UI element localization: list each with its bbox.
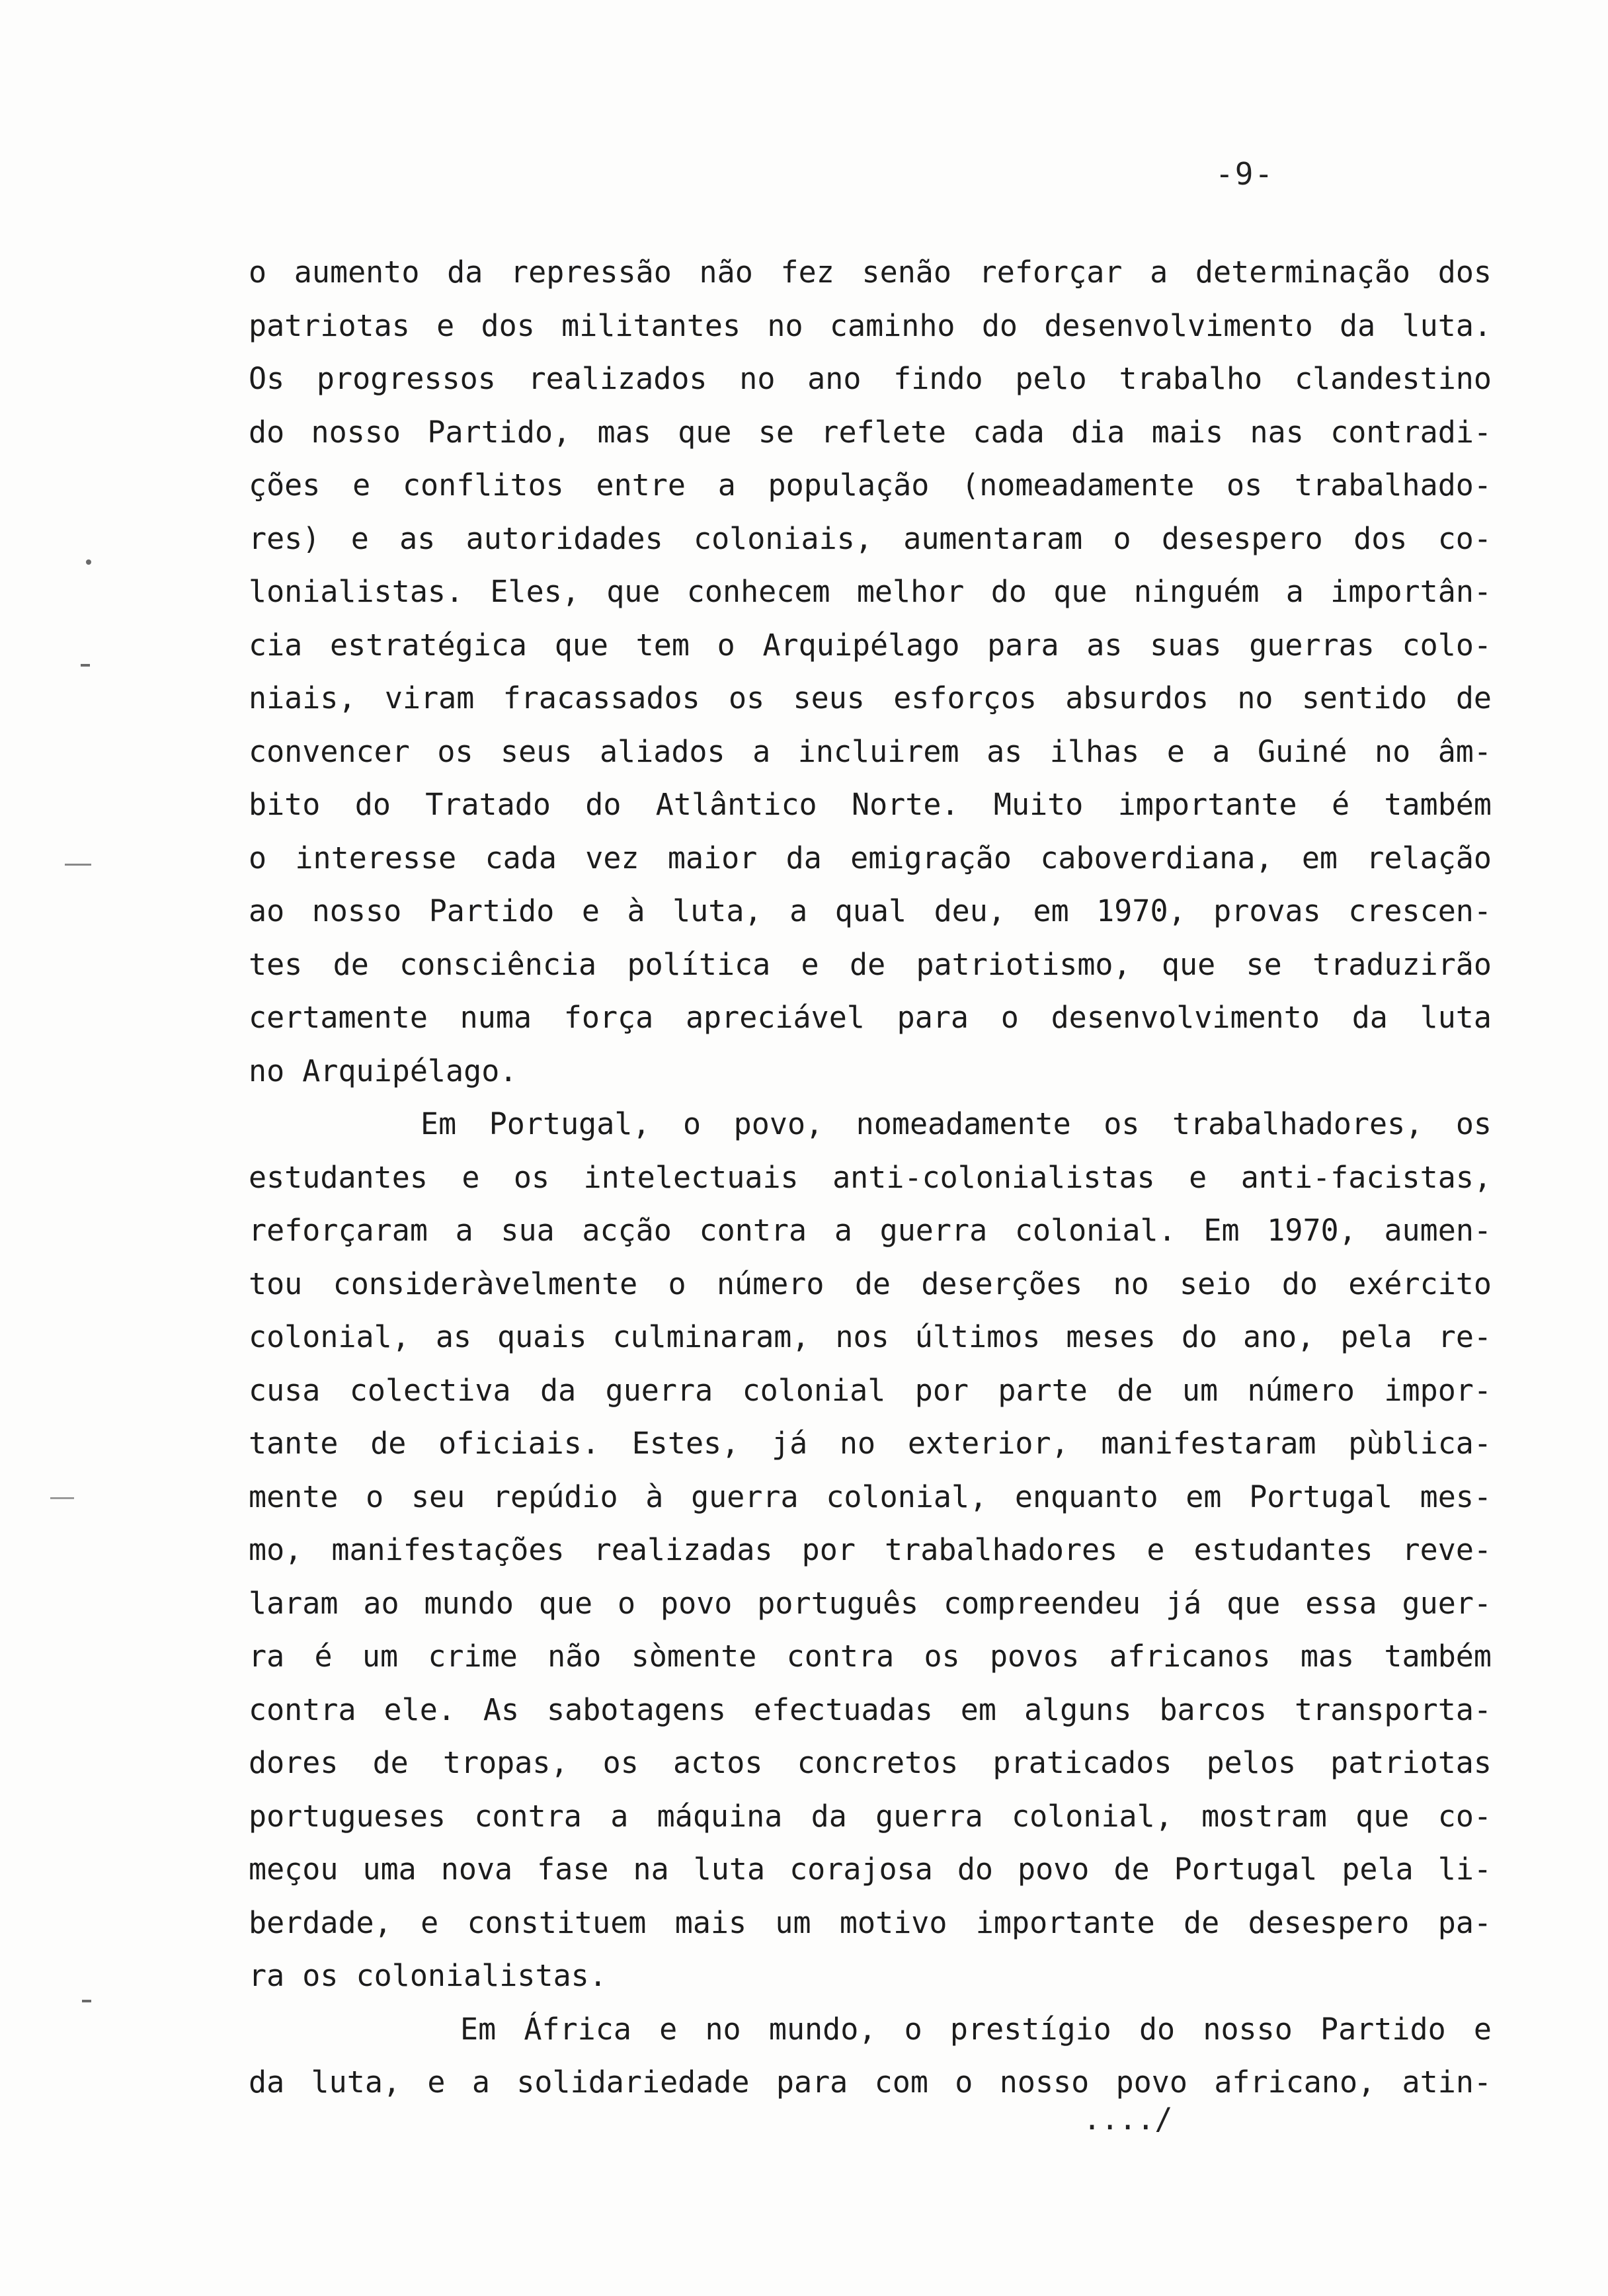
margin-mark: [50, 1497, 74, 1499]
text-line: Em África e no mundo, o prestígio do nosso Partido e: [460, 2011, 1492, 2047]
body-text: [249, 246, 1492, 2110]
text-line: colonial, as quais culminaram, nos últimos meses do ano, pela re-: [249, 1319, 1492, 1354]
text-line: mente o seu repúdio à guerra colonial, enquanto em Portugal mes-: [249, 1479, 1492, 1514]
text-line: dores de tropas, os actos concretos praticados pelos patriotas: [249, 1745, 1492, 1780]
text-line: o interesse cada vez maior da emigração caboverdiana, em relação: [249, 840, 1492, 876]
text-line: o aumento da repressão não fez senão reforçar a determinação dos: [249, 255, 1492, 290]
text-line: ra os colonialistas.: [249, 1958, 607, 1993]
text-line: res) e as autoridades coloniais, aumentaram o desespero dos co-: [249, 520, 1492, 556]
text-line: ra é um crime não sòmente contra os povos africanos mas também: [249, 1639, 1492, 1674]
text-line: da luta, e a solidariedade para com o nosso povo africano, atin-: [249, 2065, 1492, 2100]
margin-mark: [81, 664, 90, 667]
text-line: contra ele. As sabotagens efectuadas em alguns barcos transporta-: [249, 1692, 1492, 1727]
margin-mark: [65, 864, 91, 866]
text-line: reforçaram a sua acção contra a guerra colonial. Em 1970, aumen-: [249, 1213, 1492, 1248]
text-line: ções e conflitos entre a população (nomeadamente os trabalhado-: [249, 468, 1492, 503]
text-line: convencer os seus aliados a incluirem as ilhas e a Guiné no âm-: [249, 733, 1492, 769]
text-line: cia estratégica que tem o Arquipélago para as suas guerras colo-: [249, 627, 1492, 663]
text-line: bito do Tratado do Atlântico Norte. Muito importante é também: [249, 787, 1492, 822]
text-line: portugueses contra a máquina da guerra colonial, mostram que co-: [249, 1798, 1492, 1834]
text-line: meçou uma nova fase na luta corajosa do povo de Portugal pela li-: [249, 1852, 1492, 1887]
margin-mark: [82, 2000, 91, 2002]
text-line: tes de consciência política e de patriotismo, que se traduzirão: [249, 946, 1492, 982]
text-line: lonialistas. Eles, que conhecem melhor do que ninguém a importân-: [249, 574, 1492, 609]
text-line: Os progressos realizados no ano findo pelo trabalho clandestino: [249, 361, 1492, 396]
text-line: patriotas e dos militantes no caminho do desenvolvimento da luta.: [249, 308, 1492, 343]
text-line: no Arquipélago.: [249, 1053, 518, 1088]
text-line: laram ao mundo que o povo português compreendeu já que essa guer-: [249, 1585, 1492, 1621]
text-line: ao nosso Partido e à luta, a qual deu, em 1970, provas crescen-: [249, 893, 1492, 928]
text-line: tou consideràvelmente o número de deserções no seio do exército: [249, 1266, 1492, 1301]
continuation-mark: ..../: [1083, 2102, 1173, 2137]
text-line: tante de oficiais. Estes, já no exterior, manifestaram pùblica-: [249, 1426, 1492, 1461]
text-line: niais, viram fracassados os seus esforços absurdos no sentido de: [249, 680, 1492, 716]
text-line: estudantes e os intelectuais anti-colonialistas e anti-facistas,: [249, 1159, 1492, 1195]
margin-speck: [86, 559, 91, 565]
text-line: cusa colectiva da guerra colonial por parte de um número impor-: [249, 1372, 1492, 1408]
text-line: Em Portugal, o povo, nomeadamente os trabalhadores, os: [421, 1106, 1492, 1141]
text-line: berdade, e constituem mais um motivo importante de desespero pa-: [249, 1905, 1492, 1940]
text-line: certamente numa força apreciável para o desenvolvimento da luta: [249, 1000, 1492, 1035]
text-line: mo, manifestações realizadas por trabalhadores e estudantes reve-: [249, 1532, 1492, 1567]
page-number: -9-: [1215, 156, 1275, 192]
text-line: do nosso Partido, mas que se reflete cada dia mais nas contradi-: [249, 414, 1492, 450]
